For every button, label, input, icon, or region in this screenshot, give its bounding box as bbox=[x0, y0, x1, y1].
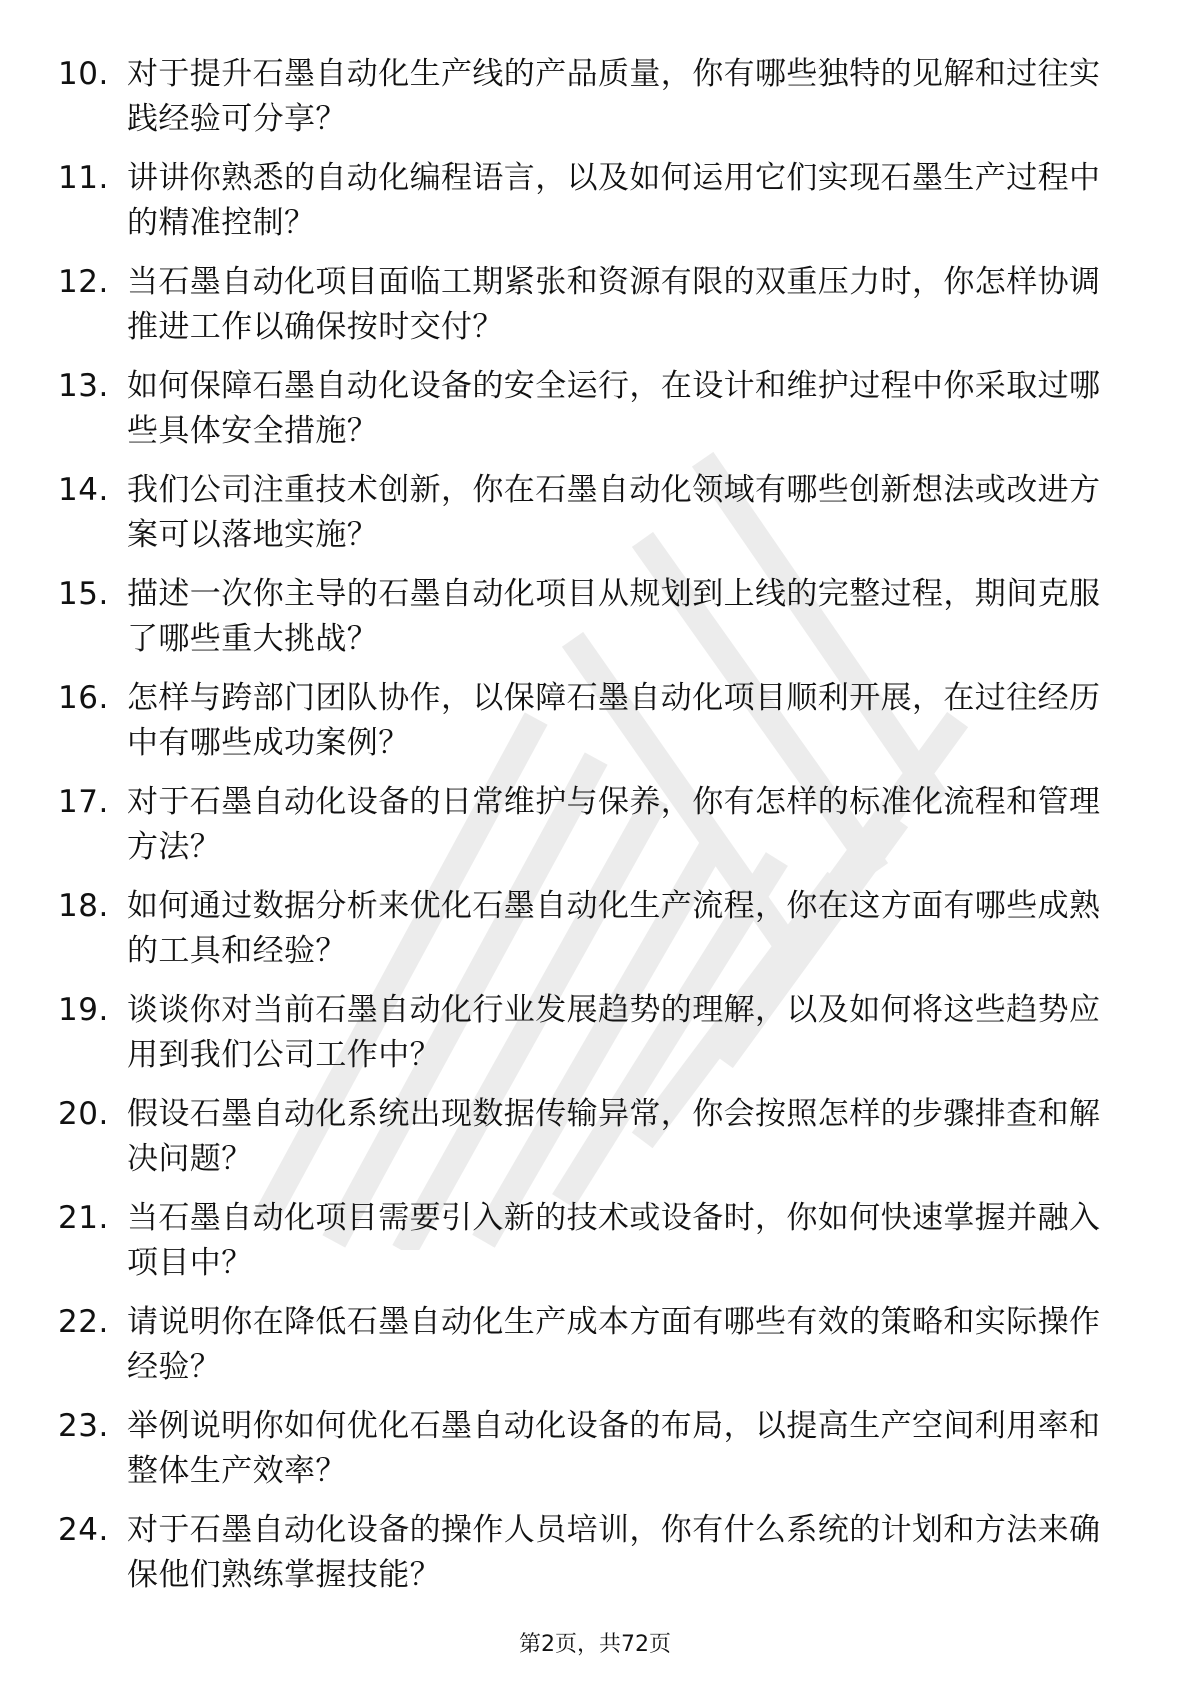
question-text: 假设石墨自动化系统出现数据传输异常，你会按照怎样的步骤排查和解决问题？ bbox=[127, 1096, 1101, 1177]
question-number: 24. bbox=[58, 1512, 109, 1548]
question-number: 16. bbox=[58, 680, 109, 716]
question-number: 20. bbox=[58, 1096, 109, 1132]
question-number: 10. bbox=[58, 56, 109, 92]
list-item bbox=[0, 1196, 1190, 1300]
question-number: 13. bbox=[58, 368, 109, 404]
question-text: 怎样与跨部门团队协作，以保障石墨自动化项目顺利开展，在过往经历中有哪些成功案例？ bbox=[127, 680, 1101, 761]
list-item bbox=[0, 572, 1190, 676]
question-text: 如何通过数据分析来优化石墨自动化生产流程，你在这方面有哪些成熟的工具和经验？ bbox=[127, 888, 1101, 969]
list-item bbox=[0, 468, 1190, 572]
list-item bbox=[0, 364, 1190, 468]
list-item bbox=[0, 676, 1190, 780]
list-item bbox=[0, 1092, 1190, 1196]
question-text: 谈谈你对当前石墨自动化行业发展趋势的理解，以及如何将这些趋势应用到我们公司工作中？ bbox=[127, 992, 1101, 1073]
question-number: 22. bbox=[58, 1304, 109, 1340]
question-number: 21. bbox=[58, 1200, 109, 1236]
question-text: 对于石墨自动化设备的操作人员培训，你有什么系统的计划和方法来确保他们熟练掌握技能？ bbox=[127, 1512, 1101, 1593]
question-list bbox=[0, 52, 1190, 1612]
list-item bbox=[0, 1300, 1190, 1404]
question-text: 讲讲你熟悉的自动化编程语言，以及如何运用它们实现石墨生产过程中的精准控制？ bbox=[127, 160, 1101, 241]
question-number: 14. bbox=[58, 472, 109, 508]
question-number: 18. bbox=[58, 888, 109, 924]
question-number: 19. bbox=[58, 992, 109, 1028]
list-item bbox=[0, 884, 1190, 988]
question-text: 举例说明你如何优化石墨自动化设备的布局，以提高生产空间利用率和整体生产效率？ bbox=[127, 1408, 1101, 1489]
question-text: 当石墨自动化项目需要引入新的技术或设备时，你如何快速掌握并融入项目中？ bbox=[127, 1200, 1101, 1281]
question-text: 对于提升石墨自动化生产线的产品质量，你有哪些独特的见解和过往实践经验可分享？ bbox=[127, 56, 1101, 137]
page-number-footer: 第2页，共72页 bbox=[519, 1632, 671, 1657]
list-item bbox=[0, 1404, 1190, 1508]
list-item bbox=[0, 156, 1190, 260]
list-item bbox=[0, 988, 1190, 1092]
question-text: 如何保障石墨自动化设备的安全运行，在设计和维护过程中你采取过哪些具体安全措施？ bbox=[127, 368, 1101, 449]
list-item bbox=[0, 1508, 1190, 1612]
question-text: 当石墨自动化项目面临工期紧张和资源有限的双重压力时，你怎样协调推进工作以确保按时交付？ bbox=[127, 264, 1101, 345]
question-text: 描述一次你主导的石墨自动化项目从规划到上线的完整过程，期间克服了哪些重大挑战？ bbox=[127, 576, 1101, 657]
list-item bbox=[0, 52, 1190, 156]
question-text: 我们公司注重技术创新，你在石墨自动化领域有哪些创新想法或改进方案可以落地实施？ bbox=[127, 472, 1101, 553]
question-text: 对于石墨自动化设备的日常维护与保养，你有怎样的标准化流程和管理方法？ bbox=[127, 784, 1101, 865]
question-number: 11. bbox=[58, 160, 109, 196]
list-item bbox=[0, 780, 1190, 884]
question-text: 请说明你在降低石墨自动化生产成本方面有哪些有效的策略和实际操作经验？ bbox=[127, 1304, 1101, 1385]
question-number: 23. bbox=[58, 1408, 109, 1444]
question-number: 15. bbox=[58, 576, 109, 612]
list-item bbox=[0, 260, 1190, 364]
question-number: 12. bbox=[58, 264, 109, 300]
question-number: 17. bbox=[58, 784, 109, 820]
